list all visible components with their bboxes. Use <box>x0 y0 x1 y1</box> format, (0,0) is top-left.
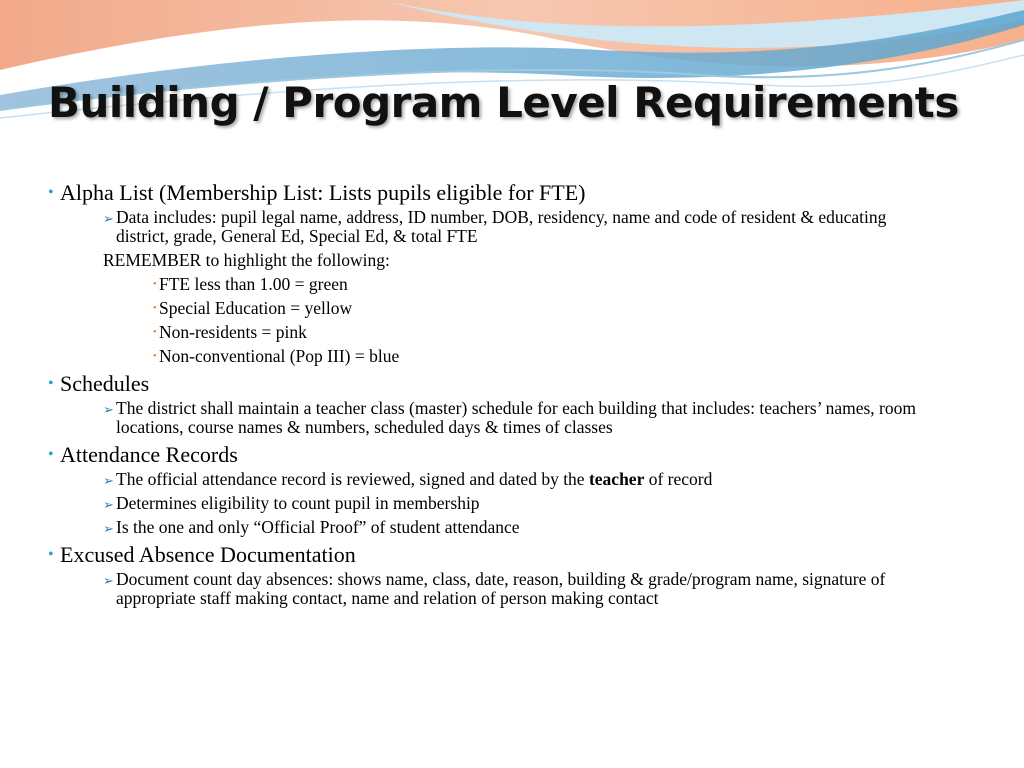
bullet-icon: • <box>153 351 157 362</box>
remember-text: REMEMBER to highlight the following: <box>103 250 390 270</box>
alpha-heading: Alpha List (Membership List: Lists pupils eligible for FTE) <box>60 180 586 205</box>
list-item-schedules <box>48 371 928 397</box>
arrow-bullet-icon: ➢ <box>103 473 114 488</box>
list-item-excused-detail <box>103 570 928 608</box>
list-item-alpha <box>48 180 928 206</box>
highlight-text: Non-residents = pink <box>159 322 307 342</box>
bullet-icon: • <box>153 327 157 338</box>
highlight-text: FTE less than 1.00 = green <box>159 274 348 294</box>
slide-content <box>48 180 928 613</box>
schedules-heading: Schedules <box>60 371 150 396</box>
list-item-attendance <box>48 442 928 468</box>
bullet-icon: • <box>153 303 157 314</box>
arrow-bullet-icon: ➢ <box>103 211 114 226</box>
attendance-proof-text: Is the one and only “Official Proof” of student attendance <box>116 517 520 537</box>
arrow-bullet-icon: ➢ <box>103 402 114 417</box>
attendance-review-suffix: of record <box>644 469 713 489</box>
list-item-data-includes <box>103 208 928 246</box>
bullet-icon: • <box>48 375 54 392</box>
list-item-excused <box>48 542 928 568</box>
attendance-review-text: The official attendance record is reviewed, signed and dated by the <box>116 469 589 489</box>
list-item-highlight <box>153 275 928 294</box>
list-item-attendance-proof <box>103 518 928 537</box>
excused-heading: Excused Absence Documentation <box>60 542 356 567</box>
list-item-highlight <box>153 323 928 342</box>
list-item-highlight <box>153 347 928 366</box>
excused-detail-text: Document count day absences: shows name, class, date, reason, building & grade/program name, signature of appropriate staff making contact, name and relation of person making contact <box>116 569 886 608</box>
page-title: Building / Program Level Requirements <box>48 78 959 127</box>
list-item-attendance-eligibility <box>103 494 928 513</box>
attendance-heading: Attendance Records <box>60 442 238 467</box>
data-includes-text: Data includes: pupil legal name, address, ID number, DOB, residency, name and code of resident & educating district, grade, General Ed, Special Ed, & total FTE <box>116 207 887 246</box>
highlight-text: Non-conventional (Pop III) = blue <box>159 346 400 366</box>
bullet-icon: • <box>48 184 54 201</box>
attendance-eligibility-text: Determines eligibility to count pupil in membership <box>116 493 480 513</box>
list-item-schedule-detail <box>103 399 928 437</box>
bullet-icon: • <box>48 546 54 563</box>
arrow-bullet-icon: ➢ <box>103 521 114 536</box>
list-item-highlight <box>153 299 928 318</box>
schedule-detail-text: The district shall maintain a teacher class (master) schedule for each building that includes: teachers’ names, room locations, course names & numbers, scheduled days & times of classes <box>116 398 917 437</box>
remember-line <box>103 251 928 270</box>
highlight-text: Special Education = yellow <box>159 298 353 318</box>
arrow-bullet-icon: ➢ <box>103 573 114 588</box>
list-item-attendance-review <box>103 470 928 489</box>
attendance-teacher-bold: teacher <box>588 469 645 489</box>
arrow-bullet-icon: ➢ <box>103 497 114 512</box>
bullet-icon: • <box>48 446 54 463</box>
bullet-icon: • <box>153 279 157 290</box>
